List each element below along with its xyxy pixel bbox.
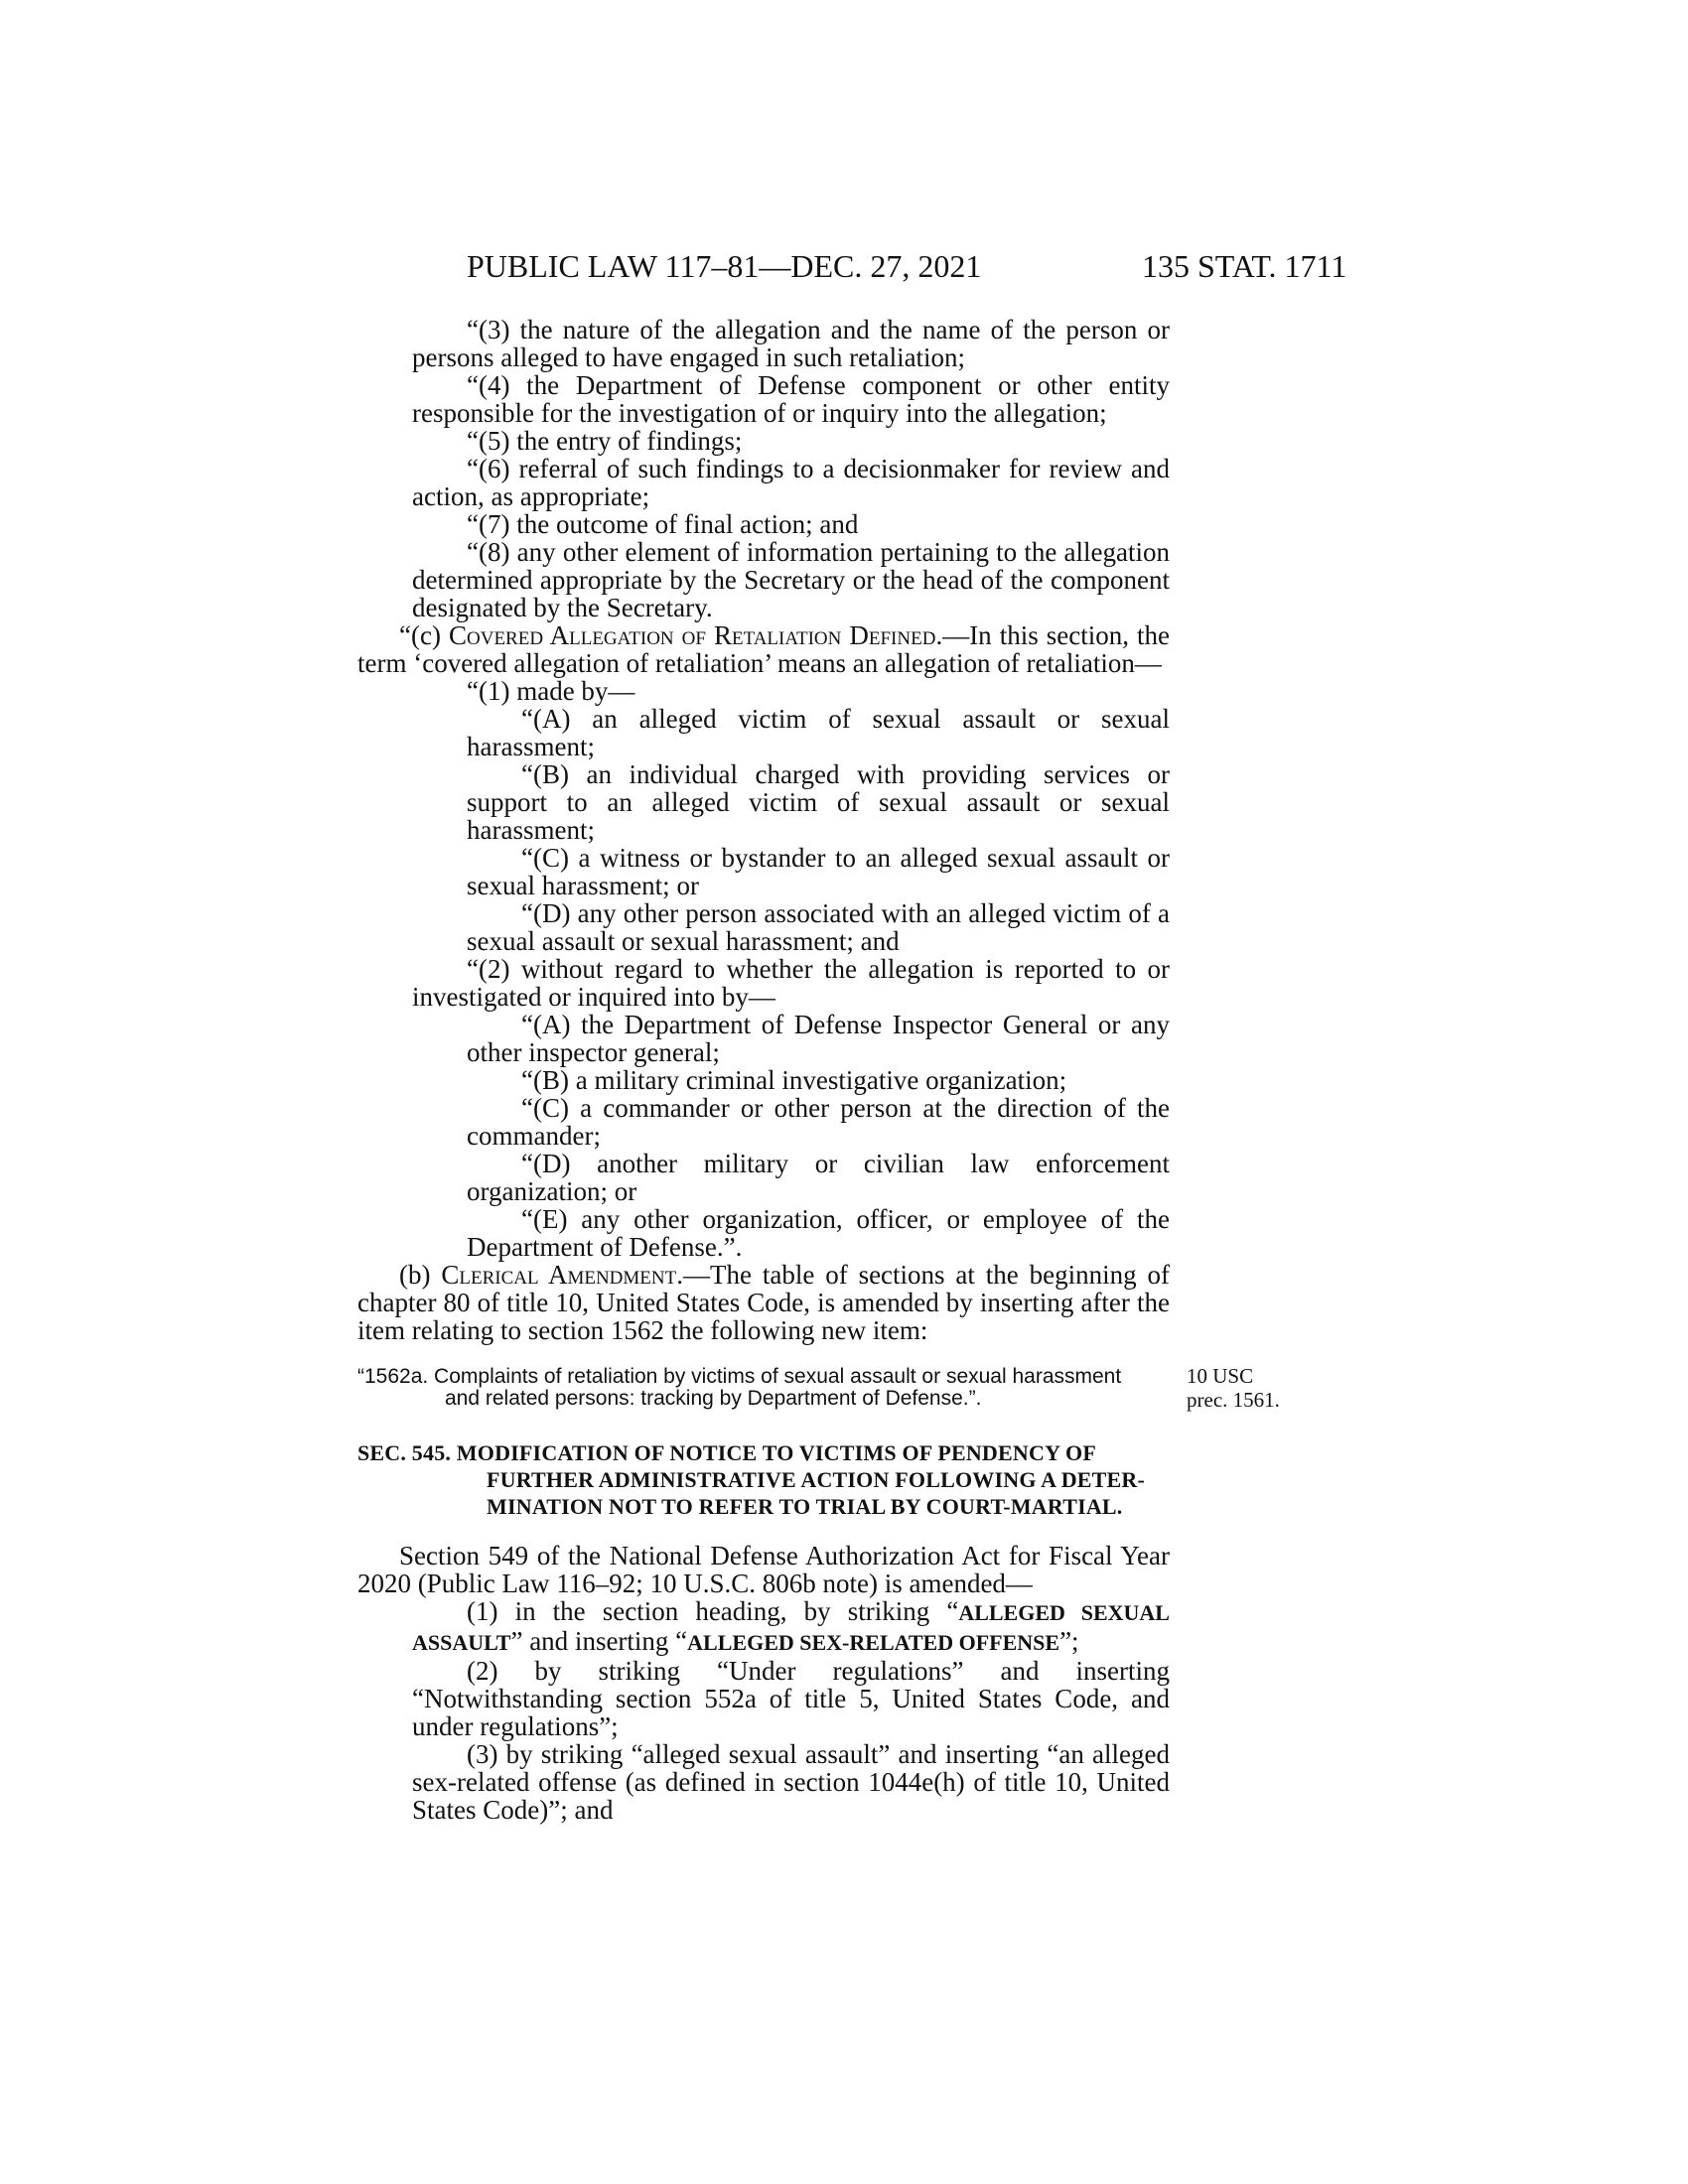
subsection-b-heading: Clerical Amendment [441,1260,677,1290]
table-item-line-2: and related persons: tracking by Department of Defense.”. [445,1387,982,1410]
statute-page-number: 135 STAT. 1711 [1142,248,1347,284]
paragraph-c2-C: “(C) a commander or other person at the direction of the commander; [467,1093,1170,1151]
running-head-title: PUBLIC LAW 117–81—DEC. 27, 2021 [467,248,982,284]
amendment-1-c: ” and inserting “ [510,1626,688,1656]
amendment-1-a: (1) in the section heading, by striking “ [467,1596,959,1626]
paragraph-c2-E: “(E) any other organization, officer, or employee of the Department of Defense.”. [467,1204,1170,1262]
amendment-2: (2) by striking “Under regulations” and inserting “Notwithstanding section 552a of title 5, United States Code, and under regulations”; [412,1656,1170,1741]
subsection-c-prefix: “(c) [399,620,449,650]
paragraph-c2-B: “(B) a military criminal investigative organization; [521,1065,1067,1095]
subsection-b-text: .—The table of sections at the beginning of chapter 80 of title 10, United States Code, is amended by inserting after the item relating to section 1562 the following new item: [357,1260,1171,1345]
paragraph-c2: “(2) without regard to whether the allegation is reported to or investigated or inquired into by— [412,954,1170,1012]
paragraph-b6: “(6) referral of such findings to a decisionmaker for review and action, as appropriate; [412,454,1170,511]
section-heading-line-2: FURTHER ADMINISTRATIVE ACTION FOLLOWING A DETER- [487,1467,1146,1492]
paragraph-c1-C: “(C) a witness or bystander to an alleged sexual assault or sexual harassment; or [467,843,1170,900]
paragraph-b3: “(3) the nature of the allegation and the name of the person or persons alleged to have engaged in such retaliation; [412,315,1170,372]
subsection-c [357,621,1170,677]
subsection-b-prefix: (b) [399,1260,442,1290]
section-heading [357,1439,1170,1520]
paragraph-b4: “(4) the Department of Defense component or other entity responsible for the investigation of or inquiry into the allegation; [412,370,1170,428]
paragraph-b7: “(7) the outcome of final action; and [467,509,859,539]
table-item-line-1: “1562a. Complaints of retaliation by victims of sexual assault or sexual harassment [357,1365,1122,1388]
section-heading-line-3: MINATION NOT TO REFER TO TRIAL BY COURT-MARTIAL. [487,1494,1123,1519]
amendment-1 [357,1597,1170,1657]
amendment-3: (3) by striking “alleged sexual assault” and inserting “an alleged sex-related offense (as defined in section 1044e(h) of title 10, United States Code)”; and [412,1739,1170,1825]
margin-citation-line-1: 10 USC [1187,1364,1254,1388]
paragraph-b5: “(5) the entry of findings; [467,426,743,456]
paragraph-c1-A: “(A) an alleged victim of sexual assault or sexual harassment; [467,704,1170,761]
paragraph-c1-B: “(B) an individual charged with providing services or support to an alleged victim of sexual assault or sexual harassment; [467,759,1170,845]
amendment-1-new-heading: ALLEGED SEX-RELATED OFFENSE [687,1630,1060,1655]
subsection-b [357,1261,1170,1344]
paragraph-c2-A: “(A) the Department of Defense Inspector General or any other inspector general; [467,1010,1170,1067]
amendment-1-struck-heading: ALLEGED SEXUAL ASSAULT [412,1600,1170,1655]
paragraph-c1: “(1) made by— [467,676,635,706]
section-heading-line-1: SEC. 545. MODIFICATION OF NOTICE TO VICTIMS OF PENDENCY OF [357,1440,1096,1465]
subsection-c-text: .—In this section, the term ‘covered allegation of retaliation’ means an allegation of retaliation— [357,620,1171,678]
paragraph-c2-D: “(D) another military or civilian law enforcement organization; or [467,1149,1170,1206]
main-text-column [357,316,1170,1824]
margin-citation [1187,1364,1280,1412]
section-text-intro: Section 549 of the National Defense Authorization Act for Fiscal Year 2020 (Public Law 116–92; 10 U.S.C. 806b note) is amended— [357,1541,1170,1598]
paragraph-b8: “(8) any other element of information pertaining to the allegation determined appropriate by the Secretary or the head of the component designated by the Secretary. [412,537,1170,622]
subsection-c-heading: Covered Allegation of Retaliation Defined [449,620,936,650]
paragraph-c1-D: “(D) any other person associated with an alleged victim of a sexual assault or sexual harassment; and [467,898,1170,956]
table-of-sections-item [357,1366,1170,1410]
margin-citation-line-2: prec. 1561. [1187,1388,1280,1412]
page-header [0,248,1688,288]
amendment-1-d: ”; [1059,1626,1079,1656]
